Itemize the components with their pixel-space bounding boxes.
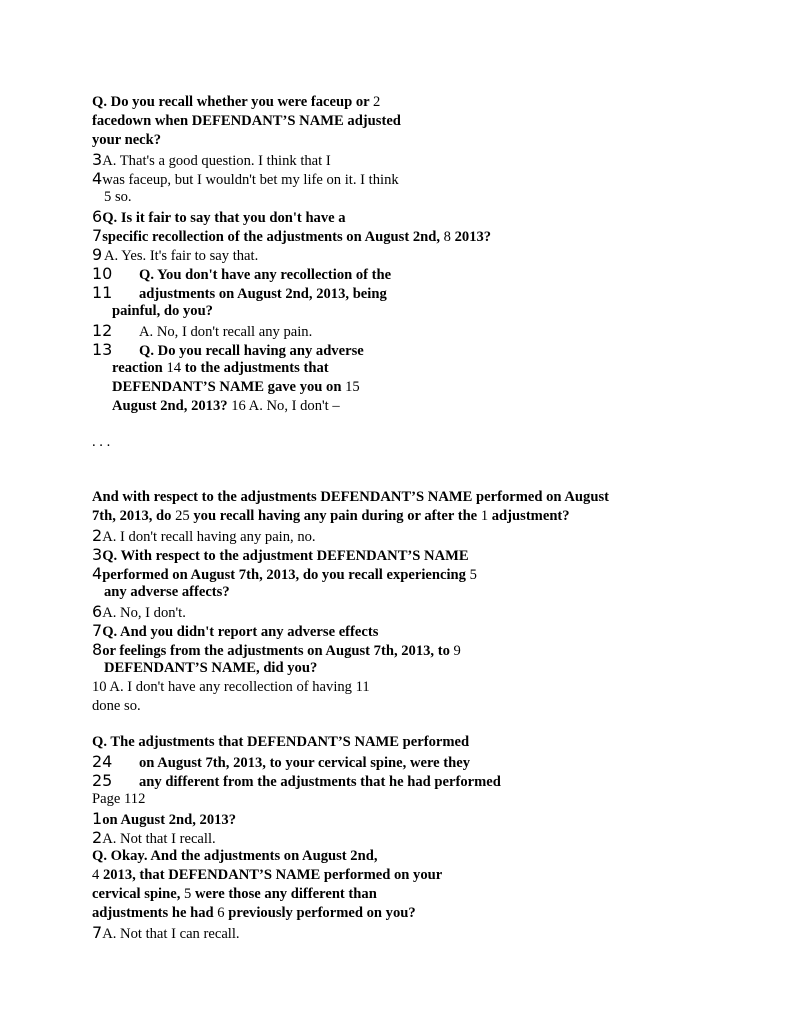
question-text: Q. Is it fair to say that you don't have a — [102, 210, 346, 226]
transcript-line: 10 A. I don't have any recollection of having 11 — [92, 679, 370, 695]
transcript-line — [92, 752, 712, 771]
page-number: Page 112 — [92, 791, 146, 807]
ellipsis: . . . — [92, 434, 111, 450]
question-text: Q. And you didn't report any adverse effects — [102, 624, 379, 640]
line-number: 10 — [92, 264, 113, 283]
transcript-line — [92, 169, 712, 188]
question-text: on August 2nd, 2013? — [102, 812, 237, 828]
transcript-line — [92, 828, 712, 847]
line-number: 13 — [92, 340, 113, 359]
line-number: 5 — [469, 567, 477, 583]
line-number: 2 — [373, 94, 381, 110]
transcript-line — [92, 283, 712, 302]
transcript-line — [92, 866, 712, 885]
line-number: 6 — [92, 207, 103, 226]
line-number: 3 — [92, 150, 103, 169]
question-text: Q. Do you recall having any adverse — [139, 343, 364, 359]
line-number: 7 — [92, 226, 103, 245]
transcript-line — [92, 321, 712, 340]
answer-text: A. No, I don't recall any pain. — [139, 324, 313, 340]
question-text: August 2nd, 2013? — [112, 398, 228, 414]
line-number: 12 — [92, 321, 113, 340]
transcript-line — [92, 507, 712, 526]
transcript-page — [92, 93, 712, 942]
answer-text: A. Not that I can recall. — [102, 926, 240, 942]
line-number: 24 — [92, 752, 113, 771]
question-text: adjustments he had — [92, 905, 218, 921]
question-text: reaction — [112, 360, 167, 376]
line-number: 4 — [92, 867, 100, 883]
line-number: 6 — [92, 602, 103, 621]
question-text: 2013? — [450, 229, 492, 245]
transcript-line — [92, 226, 712, 245]
question-text: adjustment? — [488, 508, 570, 524]
question-text: adjustments on August 2nd, 2013, being — [139, 286, 387, 302]
question-text: were those any different than — [191, 886, 377, 902]
question-text: Q. With respect to the adjustment DEFENDANT’S NAME — [102, 548, 469, 564]
question-text: performed on August 7th, 2013, do you recall experiencing — [102, 567, 470, 583]
transcript-line: And with respect to the adjustments DEFENDANT’S NAME performed on August — [92, 489, 610, 505]
transcript-line: Q. The adjustments that DEFENDANT’S NAME performed — [92, 734, 470, 750]
question-text: you recall having any pain during or after the — [189, 508, 481, 524]
answer-text: A. No, I don't. — [102, 605, 186, 621]
transcript-line — [92, 93, 712, 112]
line-number: 1 — [480, 508, 489, 524]
question-text: Q. You don't have any recollection of the — [139, 267, 392, 283]
line-number: 25 — [92, 771, 113, 790]
line-number: 5 — [184, 886, 192, 902]
transcript-line — [92, 923, 712, 942]
transcript-line — [92, 526, 712, 545]
line-number: 2 — [92, 526, 103, 545]
question-text: DEFENDANT’S NAME gave you on — [112, 379, 346, 395]
line-number: 25 — [175, 508, 190, 524]
transcript-line — [92, 771, 712, 790]
line-number: 11 — [92, 283, 113, 302]
line-number: 3 — [92, 545, 103, 564]
transcript-line: any adverse affects? — [104, 584, 230, 600]
line-number: 1 — [92, 809, 103, 828]
line-number: 15 — [345, 379, 360, 395]
transcript-line — [92, 245, 712, 264]
question-text: specific recollection of the adjustments on August 2nd, — [102, 229, 444, 245]
transcript-line — [92, 264, 712, 283]
transcript-line — [92, 904, 712, 923]
transcript-line: your neck? — [92, 132, 162, 148]
question-text: Q. Do you recall whether you were faceup or — [92, 94, 374, 110]
transcript-line: Q. Okay. And the adjustments on August 2nd, — [92, 848, 378, 864]
transcript-line — [92, 207, 712, 226]
line-number: 9 — [92, 245, 103, 264]
transcript-line: facedown when DEFENDANT’S NAME adjusted — [92, 113, 401, 129]
question-text: any different from the adjustments that he had performed — [139, 774, 501, 790]
answer-text: was faceup, but I wouldn't bet my life on it. I think — [102, 172, 399, 188]
line-number: 9 — [453, 643, 461, 659]
question-text: cervical spine, — [92, 886, 185, 902]
answer-text: A. Yes. It's fair to say that. — [104, 248, 259, 264]
line-number: 6 — [217, 905, 225, 921]
transcript-line — [92, 564, 712, 583]
line-number: 7 — [92, 923, 103, 942]
transcript-line — [92, 602, 712, 621]
transcript-line — [92, 545, 712, 564]
line-number: 7 — [92, 621, 103, 640]
transcript-line — [92, 340, 712, 359]
transcript-line: 5 so. — [104, 189, 132, 205]
transcript-line: painful, do you? — [112, 303, 213, 319]
transcript-line: done so. — [92, 698, 141, 714]
question-text: 2013, that DEFENDANT’S NAME performed on your — [99, 867, 443, 883]
question-text: 7th, 2013, do — [92, 508, 176, 524]
line-number: 4 — [92, 564, 103, 583]
transcript-line — [92, 640, 712, 659]
line-number: 4 — [92, 169, 103, 188]
transcript-line — [92, 621, 712, 640]
transcript-line — [92, 359, 712, 378]
line-number: 2 — [92, 828, 103, 847]
answer-text: A. I don't recall having any pain, no. — [102, 529, 316, 545]
transcript-line — [92, 378, 712, 397]
answer-text: A. That's a good question. I think that I — [102, 153, 331, 169]
question-text: to the adjustments that — [181, 360, 329, 376]
transcript-line — [92, 150, 712, 169]
transcript-line — [92, 885, 712, 904]
line-number: 14 — [166, 360, 182, 376]
transcript-line — [92, 809, 712, 828]
answer-text: A. Not that I recall. — [102, 831, 216, 847]
question-text: on August 7th, 2013, to your cervical spine, were they — [139, 755, 471, 771]
line-number: 8 — [443, 229, 451, 245]
line-number: 8 — [92, 640, 103, 659]
question-text: or feelings from the adjustments on August 7th, 2013, to — [102, 643, 454, 659]
question-text: previously performed on you? — [224, 905, 416, 921]
answer-text: 16 A. No, I don't – — [227, 398, 340, 414]
transcript-line: DEFENDANT’S NAME, did you? — [104, 660, 318, 676]
transcript-line — [92, 397, 712, 416]
